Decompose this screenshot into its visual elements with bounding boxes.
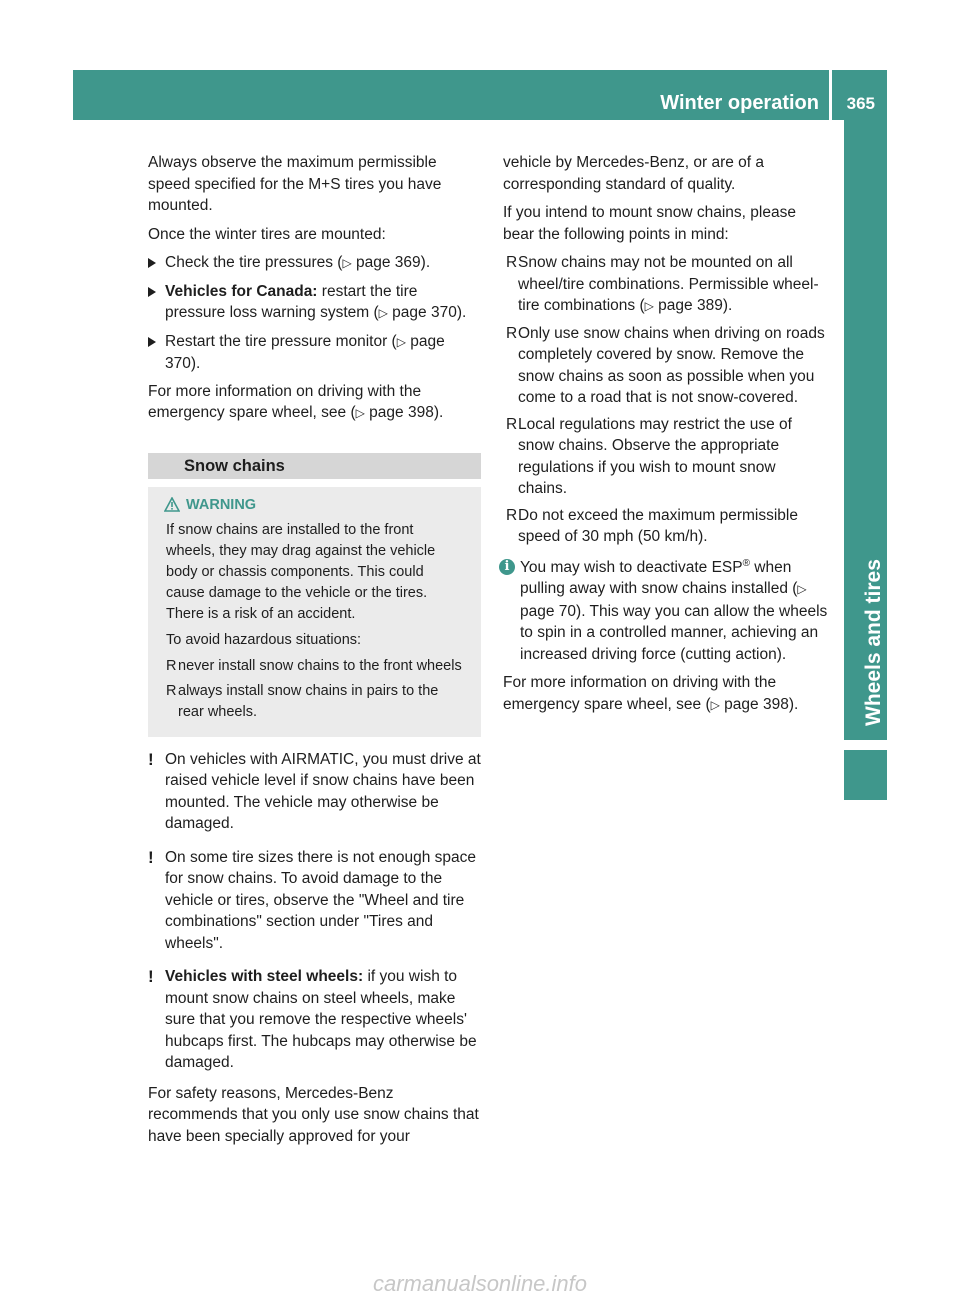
- warning-title: WARNING: [166, 495, 463, 516]
- more-info-paragraph: For more information on driving with the emergency spare wheel, see (▷ page 398).: [148, 382, 444, 421]
- page-ref-link[interactable]: page 398).: [364, 404, 444, 421]
- caution-icon: !: [148, 967, 154, 986]
- page-ref-icon: ▷: [342, 256, 352, 270]
- intro-paragraph: If you intend to mount snow chains, please bear the following points in mind:: [503, 204, 796, 243]
- info-note: i You may wish to deactivate ESP® when pulling away with snow chains installed (▷ page 70). This way you can allow the wheels to spin in a controlled manner, achieving an increased driving force (cutting action).: [503, 557, 828, 666]
- step-restart-monitor: Restart the tire pressure monitor (▷ page 370).: [148, 331, 481, 375]
- right-column: [503, 152, 828, 723]
- header-separator: [829, 70, 832, 120]
- arrow-bullet-icon: [148, 337, 156, 347]
- list-item: R Only use snow chains when driving on roads completely covered by snow. Remove the snow chains as soon as possible when you come to a road that is not snow-covered.: [506, 324, 825, 406]
- page-ref-link[interactable]: page 389).: [653, 297, 733, 314]
- page-ref-icon: ▷: [644, 299, 654, 313]
- warning-bullet: R never install snow chains to the front wheels: [166, 657, 462, 674]
- page-ref-link[interactable]: page 70). This way you can allow the wheels to spin in a controlled manner, achieving an increased driving force (cutting action).: [520, 602, 828, 663]
- step-restart-pressure-loss: Vehicles for Canada: restart the tire pressure loss warning system (▷ page 370).: [148, 281, 481, 325]
- header-bar: [73, 70, 887, 120]
- page-ref-icon: ▷: [396, 334, 406, 349]
- side-marker: [844, 750, 887, 800]
- closing-paragraph: For safety reasons, Mercedes-Benz recommends that you only use snow chains that have been specially approved for your: [148, 1084, 479, 1145]
- section-title: Snow chains: [148, 453, 481, 479]
- list-item: R Do not exceed the maximum permissible speed of 30 mph (50 km/h).: [506, 506, 798, 545]
- continued-paragraph: vehicle by Mercedes-Benz, or are of a corresponding standard of quality.: [503, 154, 765, 193]
- page-ref-icon: ▷: [355, 406, 365, 420]
- page-ref-icon: ▷: [797, 582, 807, 596]
- note-airmatic: ! On vehicles with AIRMATIC, you must drive at raised vehicle level if snow chains have been mounted. The vehicle may otherwise be damaged.: [148, 749, 481, 832]
- page-ref-link[interactable]: page 398).: [719, 695, 799, 713]
- page-ref-link[interactable]: page 369).: [351, 254, 431, 271]
- page-number: 365: [846, 94, 875, 113]
- side-tab-label: Wheels and tires: [861, 559, 885, 726]
- watermark: carmanualsonline.info: [372, 1271, 588, 1296]
- note-tire-sizes: ! On some tire sizes there is not enough space for snow chains. To avoid damage to the vehicle or tires, observe the "Wheel and tire combinations" section under "Tires and wheels".: [148, 847, 477, 952]
- warning-triangle-icon: [164, 497, 180, 512]
- info-icon: i: [499, 559, 515, 575]
- warning-box: [148, 487, 481, 737]
- page-ref-link[interactable]: page 370).: [165, 332, 445, 372]
- step-check-tire-pressures: Check the tire pressures (▷ page 369).: [148, 252, 481, 275]
- warning-text-2: To avoid hazardous situations:: [166, 631, 362, 648]
- more-info-paragraph: For more information on driving with the emergency spare wheel, see (▷ page 398).: [503, 674, 799, 713]
- caution-icon: !: [148, 847, 154, 867]
- page-ref-icon: ▷: [378, 306, 388, 320]
- list-item: R Snow chains may not be mounted on all wheel/tire combinations. Permissible wheel-tire combinations (▷ page 389).: [506, 254, 819, 314]
- header-title: Winter operation: [660, 92, 819, 114]
- warning-text: If snow chains are installed to the front wheels, they may drag against the vehicle body or chassis components. This could cause damage to the vehicle or the tires. There is a risk of an accident.: [166, 521, 436, 622]
- note-steel-wheels: ! Vehicles with steel wheels: if you wish to mount snow chains on steel wheels, make sure that you remove the respective wheels' hubcaps first. The hubcaps may otherwise be damaged.: [148, 967, 477, 1071]
- warning-bullet: R always install snow chains in pairs to the rear wheels.: [166, 682, 439, 720]
- arrow-bullet-icon: [148, 258, 156, 268]
- intro-paragraph: Always observe the maximum permissible speed specified for the M+S tires you have mounted.: [148, 154, 442, 214]
- list-item: R Local regulations may restrict the use of snow chains. Observe the appropriate regulations if you wish to mount snow chains.: [506, 415, 792, 497]
- caution-icon: !: [148, 749, 154, 769]
- arrow-bullet-icon: [148, 287, 156, 297]
- side-tab: [844, 120, 887, 740]
- page-ref-link[interactable]: page 370).: [387, 304, 467, 321]
- page-ref-icon: ▷: [710, 697, 720, 712]
- intro-paragraph-2: Once the winter tires are mounted:: [148, 225, 386, 243]
- left-column: [148, 152, 481, 1154]
